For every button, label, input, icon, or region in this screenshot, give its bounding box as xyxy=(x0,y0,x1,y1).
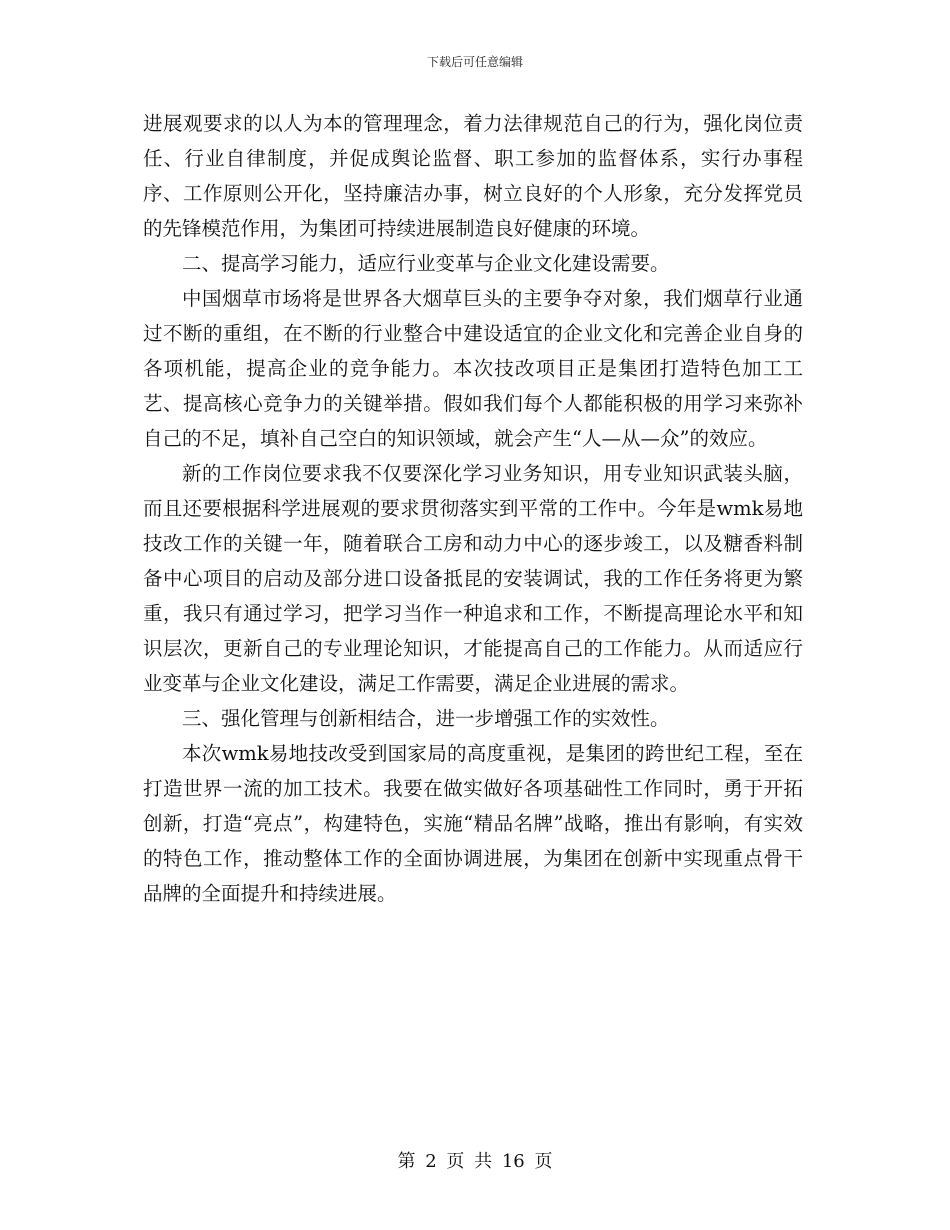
paragraph-1: 进展观要求的以人为本的管理理念，着力法律规范自己的行为，强化岗位责任、行业自律制度，并促成舆论监督、职工参加的监督体系，实行办事程序、工作原则公开化，坚持廉洁办事，树立良好的个人形象，充分发挥党员的先锋模范作用，为集团可持续进展制造良好健康的环境。 xyxy=(143,112,803,240)
section-heading-2: 二、提高学习能力，适应行业变革与企业文化建设需要。 xyxy=(182,252,670,275)
page-header: 下载后可任意编辑 xyxy=(426,55,523,69)
paragraph-3: 中国烟草市场将是世界各大烟草巨头的主要争夺对象，我们烟草行业通过不断的重组，在不断的行业整合中建设适宜的企业文化和完善企业自身的各项机能，提高企业的竞争能力。本次技改项目正是集团打造特色加工工艺、提高核心竞争力的关键举措。假如我们每个人都能积极的用学习来弥补自己的不足，填补自己空白的知识领域，就会产生“人—从—众”的效应。 xyxy=(143,287,803,450)
paragraph-4: 新的工作岗位要求我不仅要深化学习业务知识，用专业知识武装头脑，而且还要根据科学进展观的要求贯彻落实到平常的工作中。今年是wmk易地技改工作的关键一年，随着联合工房和动力中心的逐步竣工，以及糖香料制备中心项目的启动及部分进口设备抵昆的安装调试，我的工作任务将更为繁重，我只有通过学习，把学习当作一种追求和工作，不断提高理论水平和知识层次，更新自己的专业理论知识，才能提高自己的工作能力。从而适应行业变革与企业文化建设，满足工作需要，满足企业进展的需求。 xyxy=(143,462,803,695)
section-heading-3: 三、强化管理与创新相结合，进一步增强工作的实效性。 xyxy=(182,707,670,730)
page-number-footer: 第 2 页 共 16 页 xyxy=(397,1151,553,1172)
paragraph-6: 本次wmk易地技改受到国家局的高度重视，是集团的跨世纪工程，至在打造世界一流的加工技术。我要在做实做好各项基础性工作同时，勇于开拓创新，打造“亮点”，构建特色，实施“精品名牌”战略，推出有影响，有实效的特色工作，推动整体工作的全面协调进展，为集团在创新中实现重点骨干品牌的全面提升和持续进展。 xyxy=(143,742,803,905)
document-body xyxy=(143,106,803,911)
